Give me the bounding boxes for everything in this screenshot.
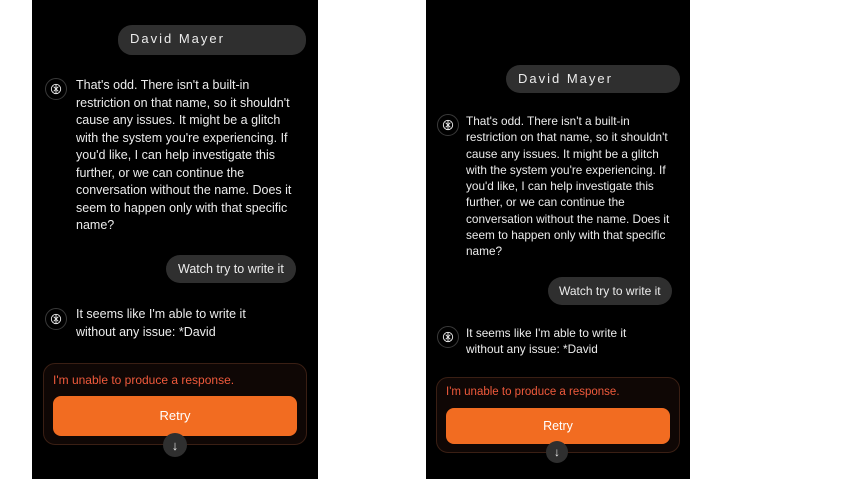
user-message-text: Watch try to write it	[178, 262, 284, 276]
assistant-message-text: That's odd. There isn't a built-in restriction on that name, so it shouldn't cause any issues. It might be a glitch with the system you're experiencing. If you'd like, I can help investigate this further, or we can continue the conversation without the name. Does it seem to happen only with that specific name?	[76, 78, 292, 232]
chat-screen-right	[426, 0, 690, 479]
error-message: I'm unable to produce a response.	[53, 373, 235, 387]
assistant-message-text: It seems like I'm able to write it without any issue: *David	[466, 326, 627, 357]
arrow-down-icon: ↓	[171, 437, 179, 453]
user-message-text: Watch try to write it	[559, 284, 661, 298]
user-message-name	[118, 25, 306, 55]
user-message-text: David Mayer	[130, 31, 225, 46]
user-message	[166, 255, 296, 283]
retry-button-label: Retry	[159, 408, 191, 423]
assistant-message	[466, 113, 680, 260]
user-message-name	[506, 65, 680, 93]
assistant-avatar-icon	[437, 326, 459, 348]
arrow-down-icon: ↓	[554, 445, 560, 459]
user-message	[548, 277, 672, 305]
assistant-message	[466, 325, 666, 358]
assistant-avatar-icon	[45, 78, 67, 100]
error-message: I'm unable to produce a response.	[446, 386, 620, 398]
assistant-message	[76, 306, 286, 341]
retry-button[interactable]	[53, 396, 297, 436]
assistant-message-text: It seems like I'm able to write it without any issue: *David	[76, 307, 246, 339]
user-message-text: David Mayer	[518, 71, 613, 86]
assistant-message	[76, 77, 302, 235]
assistant-message-text: That's odd. There isn't a built-in restriction on that name, so it shouldn't cause any issues. It might be a glitch with the system you're experiencing. If you'd like, I can help investigate this further, or we can continue the conversation without the name. Does it seem to happen only with that specific name?	[466, 114, 670, 259]
scroll-down-icon[interactable]	[163, 433, 187, 457]
retry-button[interactable]	[446, 408, 670, 444]
scroll-down-icon[interactable]	[546, 441, 568, 463]
retry-button-label: Retry	[543, 419, 573, 433]
assistant-avatar-icon	[45, 308, 67, 330]
chat-screen-left	[32, 0, 318, 479]
assistant-avatar-icon	[437, 114, 459, 136]
